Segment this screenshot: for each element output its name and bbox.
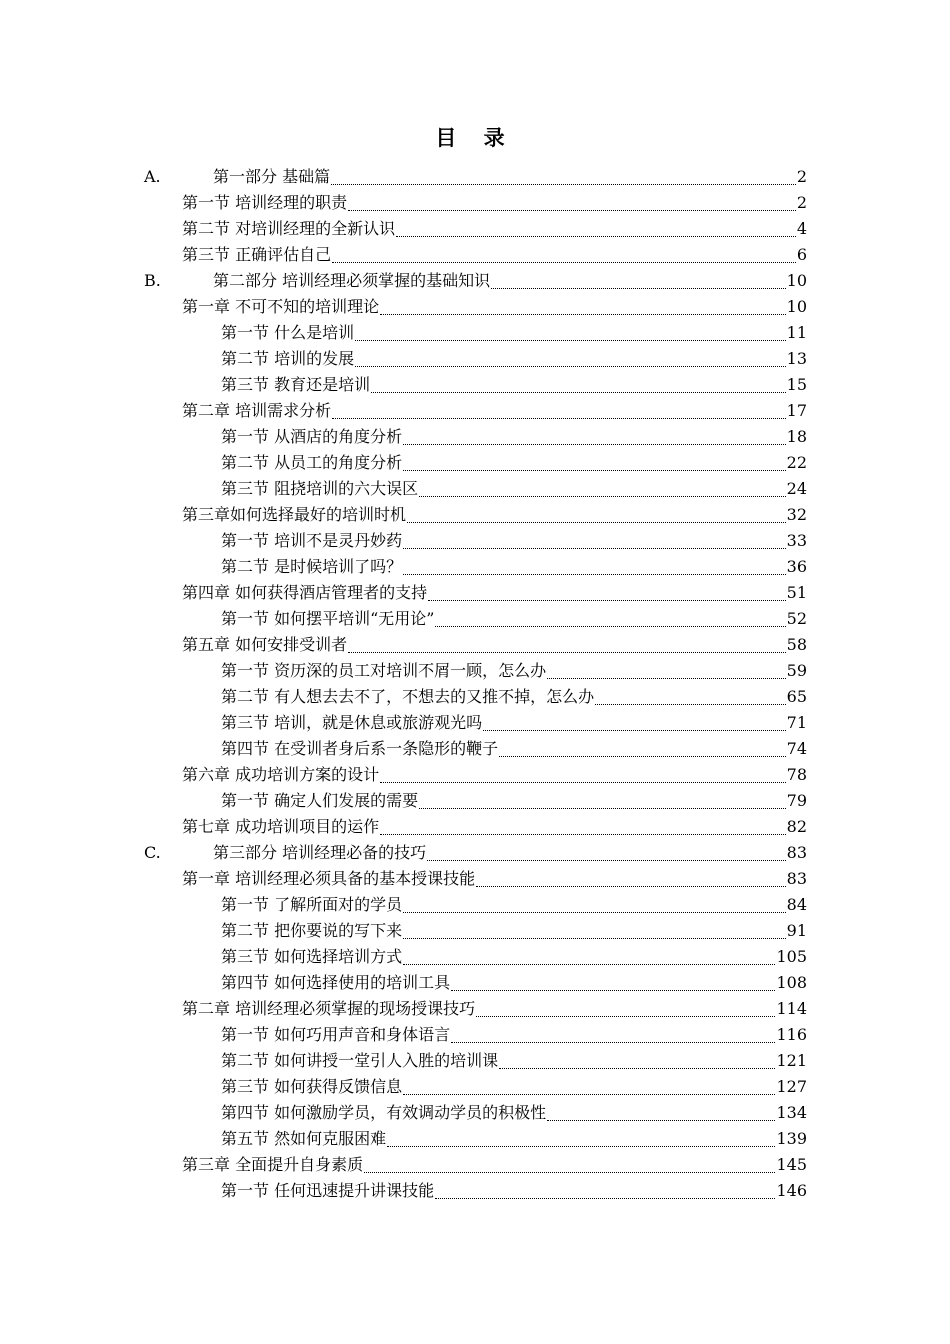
toc-entry[interactable] — [221, 450, 807, 476]
toc-entry[interactable] — [221, 1126, 807, 1152]
toc-entry-title: 第一节 如何巧用声音和身体语言 — [221, 1025, 451, 1044]
toc-entry[interactable] — [182, 242, 807, 268]
toc-dot-leader — [491, 288, 786, 289]
toc-part-marker: C. — [144, 843, 161, 862]
toc-entry-title: 第一节 培训经理的职责 — [182, 193, 348, 212]
toc-dot-leader — [403, 548, 786, 549]
toc-page-number: 6 — [796, 245, 807, 264]
toc-entry-title: 第二节 从员工的角度分析 — [221, 453, 403, 472]
toc-entry[interactable] — [221, 788, 807, 814]
toc-page-number: 74 — [786, 739, 807, 758]
toc-page-number: 145 — [776, 1155, 807, 1174]
toc-page-number: 36 — [786, 557, 807, 576]
toc-entry[interactable] — [221, 476, 807, 502]
toc-page-number: 91 — [786, 921, 807, 940]
toc-page-number: 84 — [786, 895, 807, 914]
toc-entry-title: 第四节 如何激励学员，有效调动学员的积极性 — [221, 1103, 547, 1122]
toc-part-marker: A. — [144, 167, 161, 186]
toc-entry-title: 第四节 在受训者身后系一条隐形的鞭子 — [221, 739, 499, 758]
toc-entry-title: 第四章 如何获得酒店管理者的支持 — [182, 583, 428, 602]
toc-entry-title: 第一节 了解所面对的学员 — [221, 895, 403, 914]
toc-entry-title: 第二节 如何讲授一堂引人入胜的培训课 — [221, 1051, 499, 1070]
toc-dot-leader — [407, 522, 786, 523]
toc-page-number: 51 — [786, 583, 807, 602]
toc-page-number: 4 — [796, 219, 807, 238]
toc-entry[interactable] — [182, 866, 807, 892]
toc-entry-title: 第三节 教育还是培训 — [221, 375, 371, 394]
toc-dot-leader — [396, 236, 796, 237]
toc-entry[interactable] — [221, 684, 807, 710]
toc-entry[interactable] — [221, 944, 807, 970]
toc-entry[interactable] — [144, 840, 807, 866]
toc-page-number: 18 — [786, 427, 807, 446]
toc-entry[interactable] — [182, 762, 807, 788]
toc-page-number: 83 — [786, 843, 807, 862]
toc-entry-title: 第三节 如何获得反馈信息 — [221, 1077, 403, 1096]
toc-dot-leader — [332, 418, 786, 419]
toc-entry-title: 第二节 是时候培训了吗？ — [221, 557, 403, 576]
toc-dot-leader — [348, 210, 796, 211]
toc-page-number: 10 — [786, 271, 807, 290]
toc-dot-leader — [332, 262, 796, 263]
toc-page-number: 108 — [776, 973, 807, 992]
toc-dot-leader — [364, 1172, 775, 1173]
toc-dot-leader — [428, 600, 786, 601]
toc-part-marker: B. — [144, 271, 161, 290]
toc-page-number: 2 — [796, 193, 807, 212]
toc-page-number: 116 — [776, 1025, 807, 1044]
toc-entry-title: 第一节 从酒店的角度分析 — [221, 427, 403, 446]
toc-entry[interactable] — [221, 1178, 807, 1204]
toc-entry-title: 第三部分 培训经理必备的技巧 — [213, 843, 427, 862]
toc-entry[interactable] — [221, 1100, 807, 1126]
toc-page-number: 105 — [776, 947, 807, 966]
toc-dot-leader — [419, 496, 786, 497]
toc-entry-title: 第二节 把你要说的写下来 — [221, 921, 403, 940]
toc-page-number: 59 — [786, 661, 807, 680]
toc-dot-leader — [547, 1120, 775, 1121]
toc-dot-leader — [476, 886, 786, 887]
toc-dot-leader — [427, 860, 786, 861]
toc-entry-title: 第三章如何选择最好的培训时机 — [182, 505, 407, 524]
toc-dot-leader — [380, 314, 786, 315]
toc-entry[interactable] — [221, 1074, 807, 1100]
toc-page-number: 15 — [786, 375, 807, 394]
toc-page-number: 82 — [786, 817, 807, 836]
toc-entry-title: 第一节 如何摆平培训“无用论” — [221, 609, 435, 628]
toc-dot-leader — [483, 730, 786, 731]
toc-dot-leader — [499, 1068, 775, 1069]
toc-page-number: 121 — [776, 1051, 807, 1070]
toc-entry[interactable] — [221, 606, 807, 632]
toc-page-number: 13 — [786, 349, 807, 368]
toc-entry[interactable] — [221, 1022, 807, 1048]
toc-dot-leader — [380, 834, 786, 835]
toc-dot-leader — [499, 756, 786, 757]
toc-page-number: 78 — [786, 765, 807, 784]
toc-dot-leader — [403, 964, 775, 965]
toc-entry[interactable] — [221, 918, 807, 944]
toc-entry-title: 第二章 培训需求分析 — [182, 401, 332, 420]
toc-entry[interactable] — [221, 658, 807, 684]
toc-entry[interactable] — [221, 892, 807, 918]
toc-page-number: 83 — [786, 869, 807, 888]
toc-entry[interactable] — [182, 502, 807, 528]
toc-entry-title: 第三节 如何选择培训方式 — [221, 947, 403, 966]
toc-entry-title: 第三节 正确评估自己 — [182, 245, 332, 264]
toc-entry-title: 第一章 培训经理必须具备的基本授课技能 — [182, 869, 476, 888]
toc-dot-leader — [419, 808, 786, 809]
toc-entry[interactable] — [182, 814, 807, 840]
toc-page-number: 2 — [796, 167, 807, 186]
toc-entry[interactable] — [221, 710, 807, 736]
toc-entry-title: 第一章 不可不知的培训理论 — [182, 297, 380, 316]
toc-entry-title: 第一节 确定人们发展的需要 — [221, 791, 419, 810]
toc-entry-title: 第三节 阻挠培训的六大误区 — [221, 479, 419, 498]
toc-entry-title: 第三章 全面提升自身素质 — [182, 1155, 364, 1174]
toc-dot-leader — [595, 704, 786, 705]
toc-dot-leader — [435, 626, 785, 627]
toc-page-number: 65 — [786, 687, 807, 706]
toc-entry[interactable] — [182, 190, 807, 216]
toc-page-number: 52 — [786, 609, 807, 628]
toc-entry[interactable] — [221, 346, 807, 372]
toc-entry[interactable] — [182, 1152, 807, 1178]
toc-entry[interactable] — [221, 970, 807, 996]
toc-dot-leader — [476, 1016, 775, 1017]
toc-entry[interactable] — [221, 372, 807, 398]
toc-entry[interactable] — [144, 268, 807, 294]
toc-entry-title: 第一节 任何迅速提升讲课技能 — [221, 1181, 435, 1200]
toc-page-number: 17 — [786, 401, 807, 420]
toc-dot-leader — [403, 938, 786, 939]
toc-entry-title: 第四节 如何选择使用的培训工具 — [221, 973, 451, 992]
toc-entry-title: 第二节 有人想去去不了，不想去的又推不掉，怎么办 — [221, 687, 595, 706]
toc-entry[interactable] — [221, 528, 807, 554]
toc-page-number: 24 — [786, 479, 807, 498]
toc-dot-leader — [451, 990, 775, 991]
toc-entry[interactable] — [182, 294, 807, 320]
toc-entry[interactable] — [221, 320, 807, 346]
toc-page-number: 32 — [786, 505, 807, 524]
toc-dot-leader — [331, 184, 796, 185]
toc-dot-leader — [380, 782, 786, 783]
toc-entry[interactable] — [182, 632, 807, 658]
toc-page-number: 146 — [776, 1181, 807, 1200]
toc-entry-title: 第二节 对培训经理的全新认识 — [182, 219, 396, 238]
toc-entry[interactable] — [182, 216, 807, 242]
toc-page-number: 58 — [786, 635, 807, 654]
toc-dot-leader — [355, 340, 786, 341]
toc-entry[interactable] — [182, 996, 807, 1022]
toc-page-number: 11 — [786, 323, 807, 342]
toc-entry-title: 第三节 培训，就是休息或旅游观光吗 — [221, 713, 483, 732]
toc-page-number: 33 — [786, 531, 807, 550]
toc-entry-title: 第一部分 基础篇 — [213, 167, 331, 186]
toc-page-number: 22 — [786, 453, 807, 472]
toc-entry-title: 第五章 如何安排受训者 — [182, 635, 348, 654]
toc-dot-leader — [348, 652, 786, 653]
toc-dot-leader — [547, 678, 786, 679]
toc-entry-title: 第七章 成功培训项目的运作 — [182, 817, 380, 836]
toc-entry[interactable] — [221, 736, 807, 762]
toc-page-number: 114 — [776, 999, 807, 1018]
toc-entry-title: 第二节 培训的发展 — [221, 349, 355, 368]
toc-dot-leader — [371, 392, 786, 393]
toc-dot-leader — [403, 574, 786, 575]
toc-dot-leader — [387, 1146, 775, 1147]
toc-page-number: 127 — [776, 1077, 807, 1096]
toc-entry[interactable] — [182, 580, 807, 606]
toc-entry-title: 第一节 什么是培训 — [221, 323, 355, 342]
toc-dot-leader — [403, 912, 786, 913]
toc-dot-leader — [355, 366, 786, 367]
toc-page-number: 10 — [786, 297, 807, 316]
toc-entry[interactable] — [221, 1048, 807, 1074]
toc-page-number: 71 — [786, 713, 807, 732]
toc-entry-title: 第二部分 培训经理必须掌握的基础知识 — [213, 271, 491, 290]
toc-entry-title: 第一节 资历深的员工对培训不屑一顾，怎么办 — [221, 661, 547, 680]
toc-page-number: 139 — [776, 1129, 807, 1148]
toc-dot-leader — [403, 470, 786, 471]
toc-entry-title: 第一节 培训不是灵丹妙药 — [221, 531, 403, 550]
toc-dot-leader — [403, 444, 786, 445]
toc-page-number: 79 — [786, 791, 807, 810]
toc-entry-title: 第五节 然如何克服困难 — [221, 1129, 387, 1148]
toc-entry[interactable] — [221, 554, 807, 580]
toc-entry-title: 第二章 培训经理必须掌握的现场授课技巧 — [182, 999, 476, 1018]
page-title: 目 录 — [435, 125, 515, 150]
toc-dot-leader — [435, 1198, 775, 1199]
toc-page-number: 134 — [776, 1103, 807, 1122]
toc-entry[interactable] — [182, 398, 807, 424]
toc-entry-title: 第六章 成功培训方案的设计 — [182, 765, 380, 784]
toc-dot-leader — [451, 1042, 775, 1043]
toc-entry[interactable] — [221, 424, 807, 450]
toc-entry[interactable] — [144, 164, 807, 190]
toc-dot-leader — [403, 1094, 775, 1095]
